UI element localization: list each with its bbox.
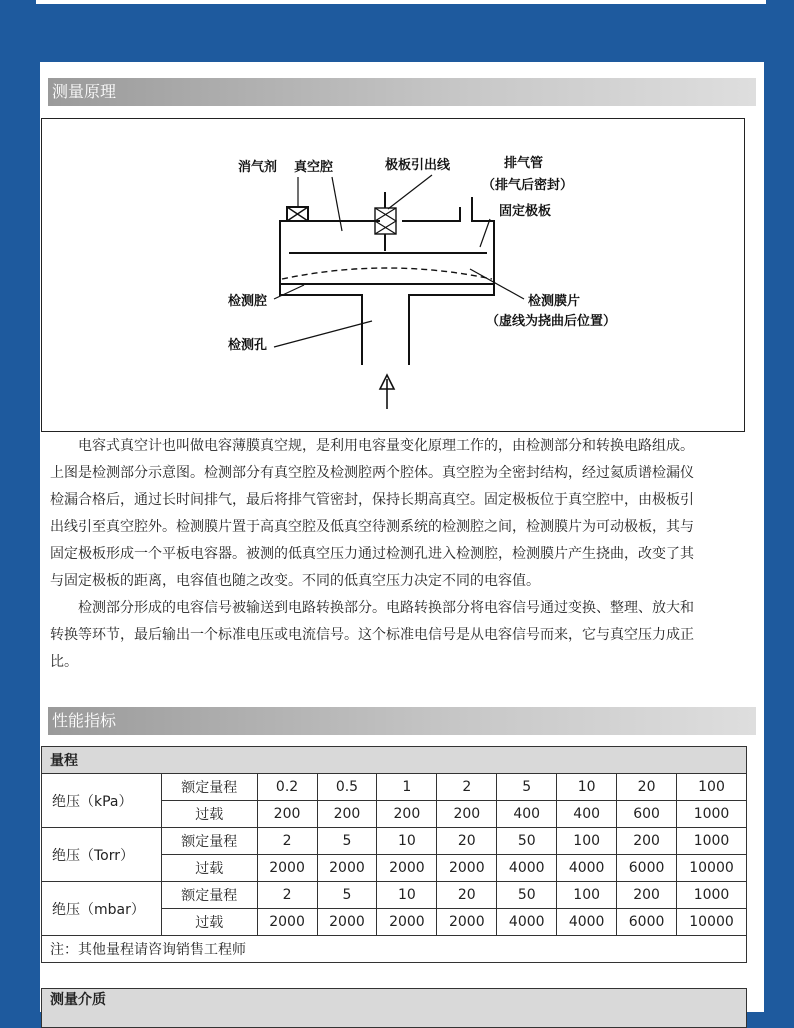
range-header-row [42,747,747,774]
rated-value: 10 [377,882,437,909]
label-detect-chamber: 检测腔 [228,294,268,309]
p1-line-2: 上图是检测部分示意图。检测部分有真空腔及检测腔两个腔体。真空腔为全密封结构，经过氦质谱检漏仪 [50,465,694,481]
overload-value: 4000 [557,909,617,936]
overload-value: 200 [437,801,497,828]
rated-value: 10 [377,828,437,855]
label-vacuum-chamber: 真空腔 [294,160,334,175]
leader-lead [388,175,432,209]
rated-value: 1 [377,774,437,801]
label-fixed-plate: 固定极板 [499,204,552,219]
overload-value: 200 [257,801,317,828]
chamber-right-wall [472,197,494,284]
rated-value: 5 [317,828,377,855]
unit-label: 绝压（kPa） [42,774,162,828]
section-title-performance: 性能指标 [48,707,756,735]
range-table [41,746,747,963]
content-panel [40,62,764,1012]
rated-value: 100 [677,774,747,801]
diagram-svg [42,119,746,433]
chamber-left-wall [280,221,287,284]
p1-line-5: 固定极板形成一个平板电容器。被测的低真空压力通过检测孔进入检测腔，检测膜片产生挠曲，改变了其 [50,546,694,562]
overload-value: 6000 [617,909,677,936]
overload-value: 10000 [677,909,747,936]
detect-chamber-right [409,284,494,365]
label-diaphragm-note: （虚线为挠曲后位置） [486,314,617,329]
label-exhaust-note: （排气后密封） [482,178,574,193]
rated-value: 200 [617,828,677,855]
overload-value: 4000 [497,855,557,882]
range-note: 注：其他量程请咨询销售工程师 [42,936,747,963]
overload-value: 2000 [257,909,317,936]
rated-label: 额定量程 [161,882,257,909]
top-white-strip [36,0,766,4]
rated-value: 50 [497,828,557,855]
rated-value: 200 [617,882,677,909]
rated-value: 2 [257,828,317,855]
range-row-rated [42,774,747,801]
overload-label: 过载 [161,855,257,882]
rated-value: 100 [557,882,617,909]
label-exhaust-pipe: 排气管 [504,156,544,171]
rated-value: 5 [497,774,557,801]
rated-value: 100 [557,828,617,855]
overload-value: 2000 [437,855,497,882]
rated-value: 5 [317,882,377,909]
p1-line-6: 与固定极板的距离，电容值也随之改变。不同的低真空压力决定不同的电容值。 [50,573,540,589]
overload-value: 10000 [677,855,747,882]
label-lead-wire: 极板引出线 [385,158,451,173]
leader-plate [480,219,490,247]
range-row-rated [42,882,747,909]
rated-value: 2 [437,774,497,801]
p1-line-3: 检漏合格后，通过长时间排气，最后将排气管密封，保持长期高真空。固定极板位于真空腔中，由极板引 [50,492,694,508]
rated-value: 1000 [677,828,747,855]
overload-value: 2000 [257,855,317,882]
leader-vacuum [332,177,342,231]
label-getter: 消气剂 [238,160,278,175]
overload-value: 200 [317,801,377,828]
p1-line-4: 出线引至真空腔外。检测膜片置于高真空腔及低真空待测系统的检测腔之间，检测膜片为可动极板，其与 [50,519,694,535]
p1-line-1: 电容式真空计也叫做电容薄膜真空规，是利用电容量变化原理工作的，由检测部分和转换电路组成。 [78,438,694,454]
range-note-row [42,936,747,963]
overload-value: 4000 [557,855,617,882]
rated-value: 0.2 [257,774,317,801]
overload-value: 400 [497,801,557,828]
chamber-top-right [402,207,460,221]
p2-line-3: 比。 [50,654,78,670]
rated-value: 50 [497,882,557,909]
leader-detect-chamber [274,285,304,299]
section-title-principle: 测量原理 [48,78,756,106]
detect-chamber-left [280,284,362,365]
next-table-header: 测量介质 [41,988,747,1028]
rated-value: 20 [437,828,497,855]
overload-value: 1000 [677,801,747,828]
rated-value: 20 [437,882,497,909]
rated-value: 0.5 [317,774,377,801]
overload-value: 200 [377,801,437,828]
rated-value: 2 [257,882,317,909]
overload-value: 400 [557,801,617,828]
overload-value: 2000 [317,909,377,936]
overload-value: 2000 [317,855,377,882]
unit-label: 绝压（Torr） [42,828,162,882]
overload-value: 6000 [617,855,677,882]
overload-value: 2000 [377,855,437,882]
paragraph-1 [50,433,756,676]
rated-value: 1000 [677,882,747,909]
label-detect-hole: 检测孔 [228,338,268,353]
range-header: 量程 [42,747,747,774]
leader-hole [274,321,372,347]
p2-line-1: 检测部分形成的电容信号被输送到电路转换部分。电路转换部分将电容信号通过变换、整理、放大和 [78,600,694,616]
label-diaphragm: 检测膜片 [528,294,581,309]
overload-label: 过载 [161,909,257,936]
rated-value: 20 [617,774,677,801]
overload-value: 2000 [437,909,497,936]
getter-cross [287,207,308,221]
rated-label: 额定量程 [161,774,257,801]
rated-value: 10 [557,774,617,801]
diaphragm-deflected [282,268,492,279]
overload-value: 4000 [497,909,557,936]
overload-label: 过载 [161,801,257,828]
rated-label: 额定量程 [161,828,257,855]
unit-label: 绝压（mbar） [42,882,162,936]
overload-value: 2000 [377,909,437,936]
principle-diagram [41,118,745,432]
p2-line-2: 转换等环节，最后输出一个标准电压或电流信号。这个标准电信号是从电容信号而来，它与真空压力成正 [50,627,694,643]
range-row-rated [42,828,747,855]
overload-value: 600 [617,801,677,828]
